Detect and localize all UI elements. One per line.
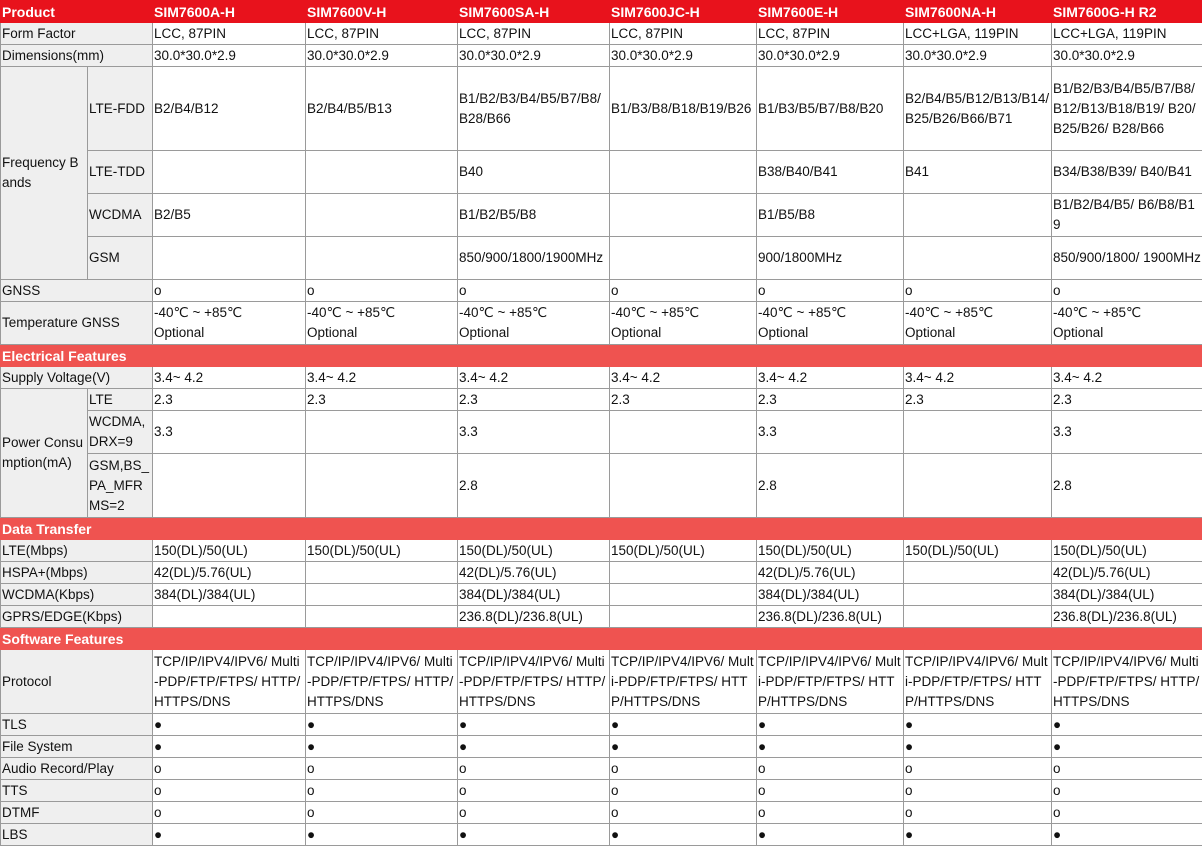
row-label: TTS [1,780,153,802]
temperature-range: -40℃ ~ +85℃ [758,305,847,320]
temperature-note: Optional [154,325,205,340]
value-cell: 2.3 [458,389,610,411]
temperature-range: -40℃ ~ +85℃ [905,305,994,320]
value-cell: o [458,780,610,802]
value-cell: 3.3 [1052,411,1202,454]
sub-label: GSM [88,237,153,280]
temperature-note: Optional [1053,325,1104,340]
value-cell: 2.3 [153,389,306,411]
value-cell: B1/B2/B3/B4/B5/B7/B8/B12/B13/B18/B19/ B20/B25/B26/ B28/B66 [1052,67,1202,151]
value-cell: B1/B3/B5/B7/B8/B20 [757,67,904,151]
sub-label: GSM,BS_PA_MFRMS=2 [88,454,153,518]
audio-row [1,758,1202,780]
model-header: SIM7600JC-H [610,1,757,23]
row-label: Supply Voltage(V) [1,367,153,389]
frequency-bands-label: Frequency Bands [1,67,88,280]
value-cell: o [306,802,458,824]
hspa-speed-row [1,562,1202,584]
value-cell: 150(DL)/50(UL) [458,540,610,562]
value-cell: 150(DL)/50(UL) [610,540,757,562]
value-cell: TCP/IP/IPV4/IPV6/ Multi-PDP/FTP/FTPS/ HTTP/ HTTPS/DNS [458,650,610,714]
value-cell: o [757,780,904,802]
section-title: Data Transfer [1,518,1202,540]
row-label: Temperature GNSS [1,302,153,345]
sub-label: LTE-TDD [88,151,153,194]
value-cell [610,151,757,194]
value-cell: B2/B4/B12 [153,67,306,151]
temperature-range: -40℃ ~ +85℃ [307,305,396,320]
model-header: SIM7600G-H R2 [1052,1,1202,23]
value-cell: 3.4~ 4.2 [904,367,1052,389]
value-cell [306,606,458,628]
model-header: SIM7600V-H [306,1,458,23]
row-label: GNSS [1,280,153,302]
value-cell [153,151,306,194]
value-cell: ● [1052,714,1202,736]
value-cell: o [757,802,904,824]
value-cell [904,562,1052,584]
value-cell: B1/B2/B5/B8 [458,194,610,237]
value-cell: 384(DL)/384(UL) [757,584,904,606]
lte-speed-row [1,540,1202,562]
value-cell: 384(DL)/384(UL) [1052,584,1202,606]
value-cell: TCP/IP/IPV4/IPV6/ Multi-PDP/FTP/FTPS/ HTTP/HTTPS/DNS [757,650,904,714]
temperature-note: Optional [905,325,956,340]
dimensions-row [1,45,1202,67]
value-cell: B2/B4/B5/B12/B13/B14/B25/B26/B66/B71 [904,67,1052,151]
value-cell [458,302,610,345]
value-cell: o [610,758,757,780]
gprs-edge-speed-row [1,606,1202,628]
value-cell: ● [904,824,1052,846]
value-cell [904,302,1052,345]
value-cell: LCC, 87PIN [306,23,458,45]
value-cell [306,194,458,237]
temperature-range: -40℃ ~ +85℃ [459,305,548,320]
value-cell: ● [306,714,458,736]
value-cell: LCC+LGA, 119PIN [1052,23,1202,45]
value-cell [610,194,757,237]
value-cell [153,237,306,280]
value-cell: TCP/IP/IPV4/IPV6/ Multi-PDP/FTP/FTPS/ HTTP/ HTTPS/DNS [1052,650,1202,714]
value-cell: ● [153,736,306,758]
value-cell: 3.4~ 4.2 [306,367,458,389]
sub-label: LTE [88,389,153,411]
temperature-range: -40℃ ~ +85℃ [611,305,700,320]
value-cell: o [1052,280,1202,302]
lbs-row [1,824,1202,846]
value-cell [610,411,757,454]
value-cell: B2/B4/B5/B13 [306,67,458,151]
value-cell: ● [458,824,610,846]
section-title: Software Features [1,628,1202,650]
value-cell: o [1052,758,1202,780]
value-cell: 150(DL)/50(UL) [153,540,306,562]
file-system-row [1,736,1202,758]
value-cell: ● [904,736,1052,758]
data-transfer-section [1,518,1202,540]
temperature-note: Optional [459,325,510,340]
value-cell [904,454,1052,518]
electrical-features-section [1,345,1202,367]
tls-row [1,714,1202,736]
row-label: Form Factor [1,23,153,45]
value-cell [306,411,458,454]
value-cell: ● [306,824,458,846]
value-cell: o [757,758,904,780]
value-cell [904,194,1052,237]
value-cell: B1/B2/B3/B4/B5/B7/B8/B28/B66 [458,67,610,151]
software-features-section [1,628,1202,650]
lte-fdd-row [1,67,1202,151]
row-label: HSPA+(Mbps) [1,562,153,584]
value-cell: 3.4~ 4.2 [757,367,904,389]
supply-voltage-row [1,367,1202,389]
value-cell: ● [610,714,757,736]
value-cell: ● [306,736,458,758]
gnss-row [1,280,1202,302]
value-cell: ● [757,714,904,736]
value-cell: 2.3 [1052,389,1202,411]
value-cell: 30.0*30.0*2.9 [904,45,1052,67]
value-cell: o [1052,780,1202,802]
wcdma-speed-row [1,584,1202,606]
row-label: Protocol [1,650,153,714]
value-cell: 150(DL)/50(UL) [757,540,904,562]
value-cell [610,454,757,518]
value-cell: ● [757,736,904,758]
value-cell: 42(DL)/5.76(UL) [1052,562,1202,584]
value-cell [306,454,458,518]
value-cell: o [904,802,1052,824]
value-cell: o [904,780,1052,802]
value-cell: o [458,758,610,780]
value-cell: ● [153,714,306,736]
value-cell: ● [1052,824,1202,846]
temperature-note: Optional [611,325,662,340]
value-cell: ● [610,824,757,846]
power-wcdma-row [1,411,1202,454]
value-cell [610,606,757,628]
value-cell: TCP/IP/IPV4/IPV6/ Multi-PDP/FTP/FTPS/ HTTP/ HTTPS/DNS [306,650,458,714]
value-cell: ● [757,824,904,846]
value-cell: o [306,280,458,302]
model-header: SIM7600A-H [153,1,306,23]
sub-label: WCDMA, DRX=9 [88,411,153,454]
value-cell: B41 [904,151,1052,194]
value-cell: 3.4~ 4.2 [153,367,306,389]
row-label: WCDMA(Kbps) [1,584,153,606]
value-cell: 2.3 [904,389,1052,411]
value-cell [306,237,458,280]
tts-row [1,780,1202,802]
row-label: LTE(Mbps) [1,540,153,562]
value-cell: 236.8(DL)/236.8(UL) [757,606,904,628]
temperature-note: Optional [307,325,358,340]
wcdma-band-row [1,194,1202,237]
value-cell: 150(DL)/50(UL) [904,540,1052,562]
row-label: Dimensions(mm) [1,45,153,67]
value-cell: 900/1800MHz [757,237,904,280]
value-cell: 3.3 [757,411,904,454]
value-cell: 236.8(DL)/236.8(UL) [458,606,610,628]
value-cell: o [153,780,306,802]
value-cell: 150(DL)/50(UL) [1052,540,1202,562]
value-cell: 2.3 [610,389,757,411]
value-cell: o [904,758,1052,780]
value-cell: B1/B2/B4/B5/ B6/B8/B19 [1052,194,1202,237]
value-cell: 2.3 [306,389,458,411]
value-cell: LCC, 87PIN [153,23,306,45]
value-cell: o [610,280,757,302]
value-cell: 30.0*30.0*2.9 [1052,45,1202,67]
value-cell: o [610,780,757,802]
value-cell: o [153,758,306,780]
value-cell: ● [610,736,757,758]
row-label: LBS [1,824,153,846]
value-cell [306,584,458,606]
value-cell [610,584,757,606]
value-cell: 3.4~ 4.2 [1052,367,1202,389]
value-cell: ● [904,714,1052,736]
value-cell: 42(DL)/5.76(UL) [458,562,610,584]
header-row [1,1,1202,23]
value-cell: LCC, 87PIN [610,23,757,45]
model-header: SIM7600SA-H [458,1,610,23]
sub-label: WCDMA [88,194,153,237]
model-header: SIM7600NA-H [904,1,1052,23]
value-cell: 30.0*30.0*2.9 [757,45,904,67]
value-cell: B2/B5 [153,194,306,237]
value-cell: 3.4~ 4.2 [458,367,610,389]
value-cell: o [153,280,306,302]
value-cell: o [458,280,610,302]
value-cell [610,562,757,584]
value-cell: LCC+LGA, 119PIN [904,23,1052,45]
power-lte-row [1,389,1202,411]
value-cell: 30.0*30.0*2.9 [610,45,757,67]
power-gsm-row [1,454,1202,518]
power-consumption-label: Power Consumption(mA) [1,389,88,518]
value-cell: 850/900/1800/1900MHz [458,237,610,280]
value-cell: 2.8 [1052,454,1202,518]
product-header: Product [1,1,153,23]
value-cell [153,606,306,628]
value-cell: ● [458,714,610,736]
value-cell [306,562,458,584]
gsm-band-row [1,237,1202,280]
value-cell: o [306,758,458,780]
value-cell: o [610,802,757,824]
value-cell [904,237,1052,280]
value-cell [904,606,1052,628]
value-cell: ● [458,736,610,758]
value-cell: 30.0*30.0*2.9 [306,45,458,67]
value-cell: ● [153,824,306,846]
value-cell [904,411,1052,454]
value-cell: o [306,780,458,802]
value-cell: TCP/IP/IPV4/IPV6/ Multi-PDP/FTP/FTPS/ HTTP/HTTPS/DNS [610,650,757,714]
value-cell: 384(DL)/384(UL) [153,584,306,606]
value-cell: TCP/IP/IPV4/IPV6/ Multi-PDP/FTP/FTPS/ HTTP/HTTPS/DNS [904,650,1052,714]
value-cell: B1/B3/B8/B18/B19/B26 [610,67,757,151]
value-cell: B34/B38/B39/ B40/B41 [1052,151,1202,194]
value-cell: 2.8 [757,454,904,518]
form-factor-row [1,23,1202,45]
value-cell: 384(DL)/384(UL) [458,584,610,606]
lte-tdd-row [1,151,1202,194]
value-cell: 42(DL)/5.76(UL) [757,562,904,584]
value-cell: o [153,802,306,824]
value-cell: 2.8 [458,454,610,518]
value-cell: o [904,280,1052,302]
value-cell [610,237,757,280]
value-cell: 30.0*30.0*2.9 [458,45,610,67]
value-cell [306,151,458,194]
section-title: Electrical Features [1,345,1202,367]
temperature-range: -40℃ ~ +85℃ [1053,305,1142,320]
value-cell: 30.0*30.0*2.9 [153,45,306,67]
value-cell: o [458,802,610,824]
value-cell: o [757,280,904,302]
value-cell: LCC, 87PIN [458,23,610,45]
value-cell: ● [1052,736,1202,758]
value-cell: TCP/IP/IPV4/IPV6/ Multi-PDP/FTP/FTPS/ HTTP/ HTTPS/DNS [153,650,306,714]
temperature-gnss-row [1,302,1202,345]
value-cell: 3.3 [153,411,306,454]
value-cell [153,302,306,345]
value-cell: 150(DL)/50(UL) [306,540,458,562]
row-label: Audio Record/Play [1,758,153,780]
value-cell: LCC, 87PIN [757,23,904,45]
dtmf-row [1,802,1202,824]
row-label: File System [1,736,153,758]
value-cell: 3.4~ 4.2 [610,367,757,389]
value-cell [757,302,904,345]
value-cell: B40 [458,151,610,194]
value-cell [306,302,458,345]
value-cell: B38/B40/B41 [757,151,904,194]
value-cell [610,302,757,345]
temperature-note: Optional [758,325,809,340]
value-cell: 236.8(DL)/236.8(UL) [1052,606,1202,628]
value-cell: 42(DL)/5.76(UL) [153,562,306,584]
value-cell: B1/B5/B8 [757,194,904,237]
row-label: TLS [1,714,153,736]
value-cell: 3.3 [458,411,610,454]
row-label: GPRS/EDGE(Kbps) [1,606,153,628]
value-cell [1052,302,1202,345]
row-label: DTMF [1,802,153,824]
protocol-row [1,650,1202,714]
value-cell [153,454,306,518]
value-cell: 2.3 [757,389,904,411]
value-cell: 850/900/1800/ 1900MHz [1052,237,1202,280]
model-header: SIM7600E-H [757,1,904,23]
value-cell [904,584,1052,606]
temperature-range: -40℃ ~ +85℃ [154,305,243,320]
sub-label: LTE-FDD [88,67,153,151]
value-cell: o [1052,802,1202,824]
